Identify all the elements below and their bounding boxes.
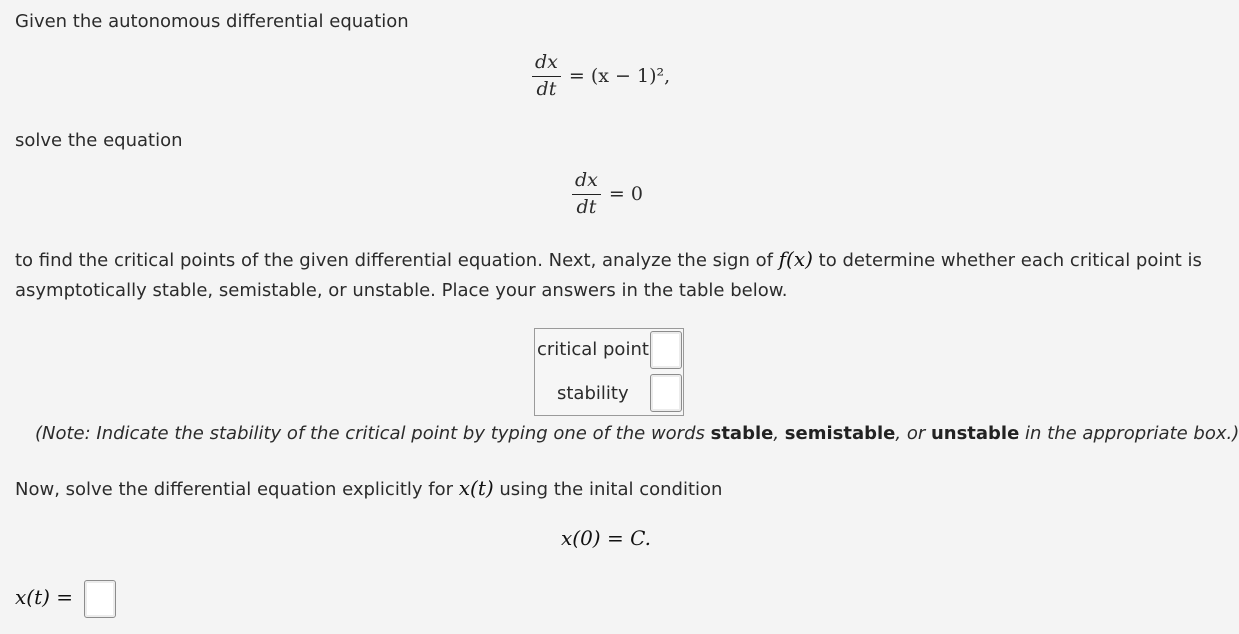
intro-text: Given the autonomous differential equation	[15, 11, 409, 32]
equation-rhs: = 0	[608, 183, 643, 206]
note-separator: , or	[895, 423, 931, 444]
fraction-denominator: dt	[576, 195, 597, 218]
note-word-unstable: unstable	[930, 423, 1020, 444]
now-text: using the inital condition	[493, 479, 723, 500]
fraction-numerator: dx	[572, 170, 601, 195]
fraction-dx-dt	[572, 170, 601, 219]
math-f-of-x: f(x)	[778, 247, 813, 271]
paragraph-line-1	[15, 244, 1202, 276]
answer-input[interactable]	[84, 580, 116, 618]
equation-dxdt-zero	[572, 170, 643, 219]
critical-point-input[interactable]	[650, 331, 682, 369]
stability-input[interactable]	[650, 374, 682, 412]
paragraph-text: to determine whether each critical point is	[812, 250, 1202, 271]
math-x-of-t: x(t)	[458, 476, 494, 500]
fraction-denominator: dt	[536, 77, 557, 100]
initial-condition: x(0) = C.	[561, 526, 652, 550]
now-text: Now, solve the differential equation explicitly for	[15, 479, 459, 500]
note-text	[35, 418, 1239, 449]
paragraph-line-2: asymptotically stable, semistable, or unstable. Place your answers in the table below.	[15, 280, 788, 301]
note-separator: ,	[773, 423, 785, 444]
now-solve-line	[15, 473, 722, 505]
note-suffix: in the appropriate box.)	[1019, 423, 1239, 444]
equation-dxdt-main	[532, 52, 670, 101]
answer-table	[534, 328, 684, 416]
fraction-numerator: dx	[532, 52, 561, 77]
critical-point-label: critical point	[537, 339, 649, 360]
note-prefix: (Note: Indicate the stability of the critical point by typing one of the words	[35, 423, 711, 444]
note-word-semistable: semistable	[784, 423, 896, 444]
answer-label: x(t) =	[15, 585, 74, 609]
fraction-dx-dt	[532, 52, 561, 101]
note-word-stable: stable	[710, 423, 774, 444]
stability-label: stability	[557, 383, 629, 404]
paragraph-text: to find the critical points of the given differential equation. Next, analyze the sign of	[15, 250, 779, 271]
instruction-solve-text: solve the equation	[15, 130, 183, 151]
equation-rhs: = (x − 1)²,	[568, 65, 671, 88]
